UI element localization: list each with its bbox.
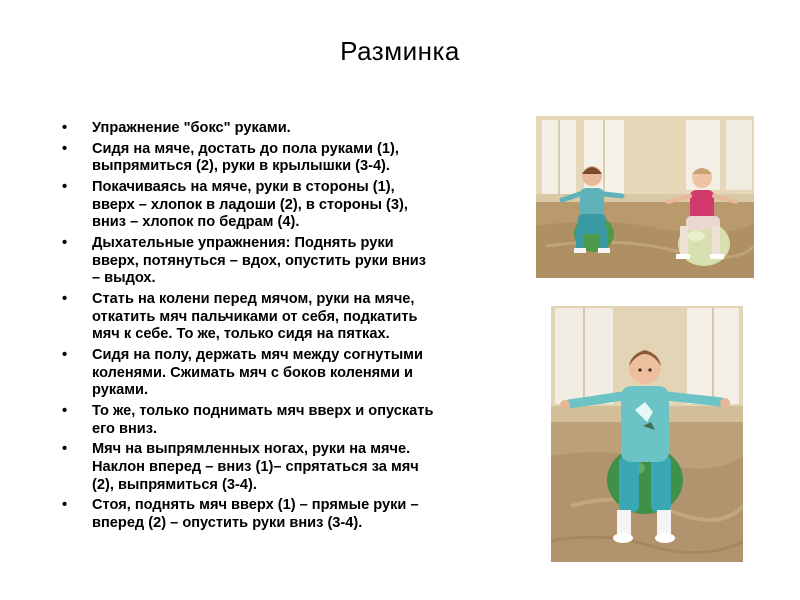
photo-girl-arms-out	[551, 306, 743, 562]
exercise-list	[60, 120, 490, 536]
photo-girl-arms-out-image	[551, 306, 743, 562]
list-item-text: Сидя на мяче, достать до пола руками (1), выпрямиться (2), руки в крылышки (3-4).	[92, 140, 399, 175]
list-item	[60, 235, 490, 288]
list-item-text: Стать на колени перед мячом, руки на мяче, откатить мяч пальчиками от себя, подкатить мяч к себе. То же, только сидя на пятках.	[92, 291, 418, 343]
bullet-marker: •	[62, 441, 68, 458]
bullet-marker: •	[62, 179, 68, 196]
list-item	[60, 497, 490, 532]
bullet-marker: •	[62, 291, 68, 308]
list-item-text: Упражнение "бокс" руками.	[92, 120, 291, 136]
bullet-marker: •	[62, 120, 68, 136]
list-item	[60, 291, 490, 344]
photo-children-on-balls	[536, 116, 754, 278]
list-item-text: То же, только поднимать мяч вверх и опускать его вниз.	[92, 403, 434, 437]
list-item-text: Дыхательные упражнения: Поднять руки вверх, потянуться – вдох, опустить руки вниз – выдох.	[92, 235, 427, 287]
bullet-marker: •	[62, 235, 68, 252]
list-item	[60, 179, 490, 232]
bullet-marker: •	[62, 140, 68, 157]
bullet-marker: •	[62, 403, 68, 420]
bullet-marker: •	[62, 347, 68, 364]
list-item-text: Стоя, поднять мяч вверх (1) – прямые руки – вперед (2) – опустить руки вниз (3-4).	[92, 497, 419, 531]
list-item-text: Сидя на полу, держать мяч между согнутыми коленями. Сжимать мяч с боков коленями и руками.	[92, 347, 423, 399]
list-item	[60, 403, 490, 438]
list-item	[60, 347, 490, 400]
photo-children-on-balls-image	[536, 116, 754, 278]
slide-title: Разминка	[340, 36, 460, 66]
bullet-marker: •	[62, 497, 68, 514]
list-item	[60, 120, 490, 138]
list-item-text: Мяч на выпрямленных ногах, руки на мяче. Наклон вперед – вниз (1)– спрятаться за мяч (2), выпрямиться (3-4).	[92, 441, 419, 493]
list-item	[60, 441, 490, 494]
list-item-text: Покачиваясь на мяче, руки в стороны (1), вверх – хлопок в ладоши (2), в стороны (3), вниз – хлопок по бедрам (4).	[92, 179, 408, 231]
list-item	[60, 141, 490, 176]
